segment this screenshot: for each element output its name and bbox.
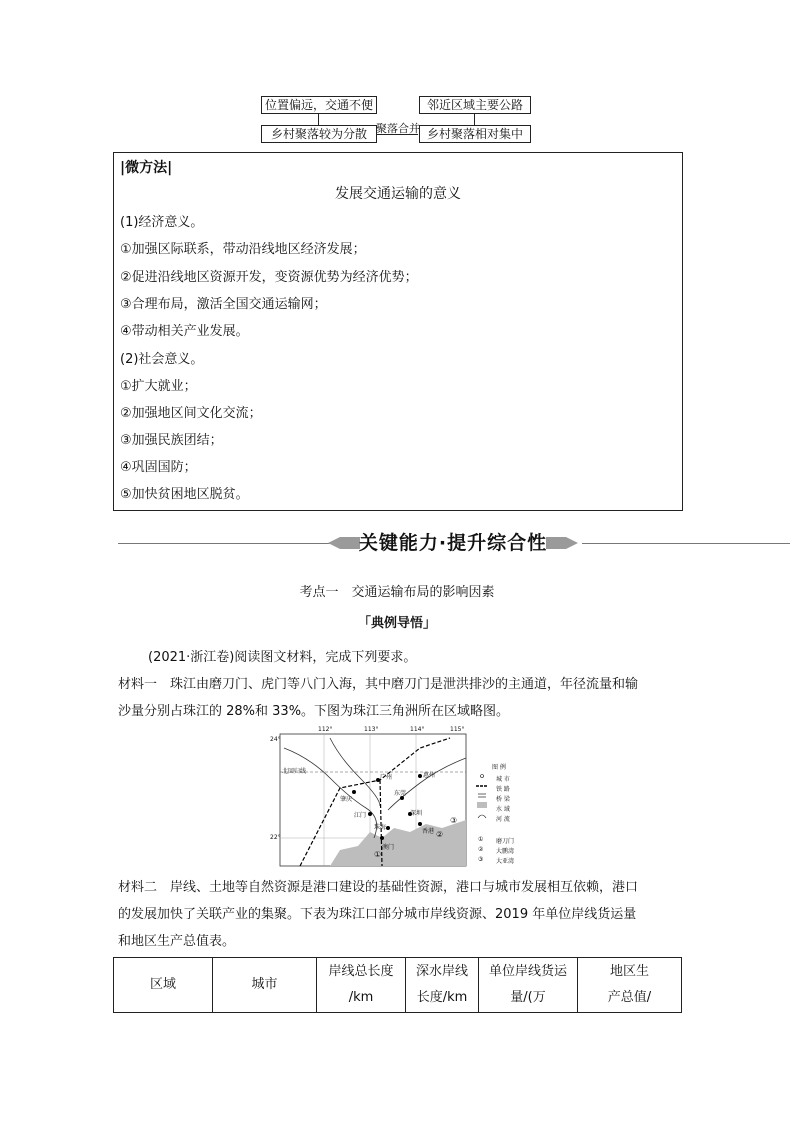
method-line: ④巩固国防；	[120, 460, 197, 475]
legend-number: ③	[478, 856, 484, 863]
pearl-river-delta-map	[270, 728, 530, 870]
map-place-label: 惠州	[423, 772, 436, 779]
legend-number: ①	[478, 836, 484, 843]
map-place-label: 东莞	[394, 790, 407, 797]
map-place-label: 广州	[380, 774, 393, 781]
method-tag: |微方法|	[120, 160, 173, 176]
table-header-line: 深水岸线	[415, 964, 468, 979]
method-line: ①扩大就业；	[120, 379, 197, 394]
banner-rule-left	[118, 543, 348, 544]
flow-box-concentrated: 乡村聚落相对集中	[419, 125, 531, 143]
legend-number: ②	[478, 846, 484, 853]
map-place-label: 肇庆	[340, 796, 353, 803]
lat-label: 22°	[270, 834, 281, 841]
legend-item: 桥 梁	[496, 796, 510, 803]
banner-title: 关键能力·提升综合性	[358, 532, 548, 554]
method-box	[113, 152, 683, 511]
coastline-table	[113, 957, 682, 1013]
flow-arrow-down-left	[318, 114, 319, 125]
table-header-line: /km	[348, 990, 374, 1005]
method-line: (1)经济意义。	[120, 215, 204, 230]
map-place-label: 澳门	[382, 844, 395, 851]
table-header-cell	[578, 958, 682, 1013]
keypoint-title: 考点一 交通运输布局的影响因素	[299, 585, 495, 600]
material1-line2: 沙量分别占珠江的 28%和 33%。下图为珠江三角洲所在区域略图。	[118, 704, 510, 719]
legend-item: 大亚湾	[496, 858, 515, 865]
table-header-cell	[479, 958, 578, 1013]
legend-item: 大鹏湾	[496, 848, 515, 855]
table-header-cell	[317, 958, 406, 1013]
legend-item: 河 流	[496, 816, 510, 823]
material2-line3: 和地区生产总值表。	[118, 934, 236, 949]
table-header-row	[114, 958, 682, 1013]
lat-label: 24°	[270, 736, 281, 743]
flow-arrow-label: 聚落合并	[376, 122, 420, 135]
map-place-label: 珠海	[374, 824, 387, 831]
table-header-cell: 城市	[213, 958, 317, 1013]
legend-item: 城 市	[496, 776, 510, 783]
material1-line1: 材料一 珠江由磨刀门、虎门等八门入海，其中磨刀门是泄洪排沙的主通道，年径流量和输	[118, 677, 639, 692]
table-header-line: 量/(万	[510, 990, 546, 1005]
table-header-line: 地区生	[609, 964, 649, 979]
method-line: ⑤加快贫困地区脱贫。	[120, 487, 249, 502]
method-line: (2)社会意义。	[120, 352, 204, 367]
banner-rule-right	[582, 543, 790, 544]
legend-item: 铁 路	[496, 786, 510, 793]
table-header-line: 岸线总长度	[328, 964, 394, 979]
method-line: ③合理布局，激活全国交通运输网；	[120, 297, 327, 312]
map-number: ②	[436, 830, 444, 839]
legend-item: 水 域	[496, 806, 510, 813]
map-place-label: 北回归线	[282, 768, 307, 775]
table-header-line: 产总值/	[607, 990, 652, 1005]
map-number: ①	[374, 850, 382, 859]
method-line: ①加强区际联系，带动沿线地区经济发展；	[120, 242, 366, 257]
lon-label: 115°	[450, 726, 465, 733]
map-number: ③	[450, 816, 458, 825]
legend-item: 磨刀门	[496, 838, 515, 845]
table-header-cell: 区域	[114, 958, 213, 1013]
map-svg	[270, 728, 530, 870]
flow-arrow-up-right	[474, 114, 475, 125]
flow-box-remote: 位置偏远，交通不便	[261, 96, 377, 114]
legend-title: 图 例	[492, 764, 506, 771]
method-line: ②促进沿线地区资源开发，变资源优势为经济优势；	[120, 270, 418, 285]
method-line: ④带动相关产业发展。	[120, 324, 249, 339]
lon-label: 112°	[318, 726, 333, 733]
material2-line1: 材料二 岸线、土地等自然资源是港口建设的基础性资源，港口与城市发展相互依赖，港口	[118, 880, 639, 895]
table-header-line: 单位岸线货运	[488, 964, 567, 979]
intro-text: (2021·浙江卷)阅读图文材料，完成下列要求。	[148, 650, 417, 665]
flow-box-highway: 邻近区域主要公路	[419, 96, 531, 114]
example-tag: 「典例导悟」	[357, 616, 436, 631]
method-line: ③加强民族团结；	[120, 433, 223, 448]
flow-box-scattered: 乡村聚落较为分散	[261, 125, 377, 143]
map-place-label: 江门	[354, 812, 367, 819]
material2-line2: 的发展加快了关联产业的集聚。下表为珠江口部分城市岸线资源、2019 年单位岸线货运量	[118, 907, 637, 922]
section-banner	[328, 524, 578, 558]
map-place-label: 香港	[422, 828, 435, 835]
lon-label: 113°	[364, 726, 379, 733]
table-header-cell	[406, 958, 479, 1013]
method-line: ②加强地区间文化交流；	[120, 406, 262, 421]
method-heading: 发展交通运输的意义	[335, 186, 461, 202]
table-header-line: 长度/km	[416, 990, 468, 1005]
map-place-label: 深圳	[410, 810, 423, 817]
lon-label: 114°	[410, 726, 425, 733]
